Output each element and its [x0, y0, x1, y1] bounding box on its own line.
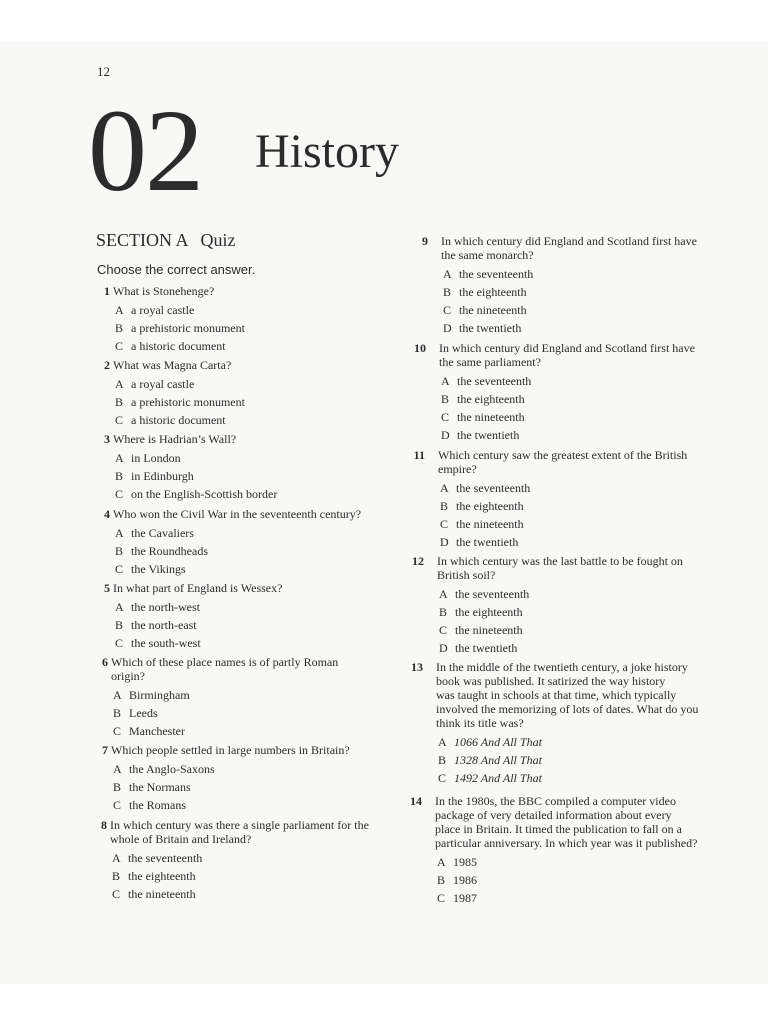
option-letter: A: [113, 688, 122, 702]
answer-option[interactable]: [115, 319, 245, 337]
question-number: 6: [102, 655, 108, 669]
answer-option[interactable]: [443, 301, 697, 319]
answer-option[interactable]: [441, 390, 695, 408]
option-text: the Cavaliers: [131, 526, 194, 540]
option-letter: C: [441, 410, 450, 424]
answer-option[interactable]: [115, 393, 245, 411]
option-text: 1987: [453, 891, 477, 905]
option-text: the Anglo-Saxons: [129, 762, 215, 776]
question-text: In the middle of the twentieth century, a joke history: [436, 660, 688, 674]
option-text: the eighteenth: [128, 869, 196, 883]
option-letter: A: [115, 600, 124, 614]
question-6: [102, 655, 339, 740]
answer-option[interactable]: [115, 616, 282, 634]
answer-option[interactable]: [440, 497, 687, 515]
answer-option[interactable]: [438, 733, 698, 751]
answer-option[interactable]: [439, 639, 683, 657]
option-letter: C: [115, 562, 124, 576]
chapter-number: 02: [88, 85, 202, 216]
option-text: a historic document: [131, 413, 226, 427]
question-text: Which of these place names is of partly Roman: [111, 655, 339, 669]
answer-option[interactable]: [439, 621, 683, 639]
question-number: 13: [411, 660, 423, 674]
option-text: the eighteenth: [456, 499, 524, 513]
option-letter: B: [440, 499, 449, 513]
option-letter: C: [438, 771, 447, 785]
question-text: In which century was there a single parliament for the: [110, 818, 369, 832]
answer-option[interactable]: [115, 449, 277, 467]
answer-option[interactable]: [115, 634, 282, 652]
option-letter: C: [112, 887, 121, 901]
question-text: place in Britain. It timed the publication to fall on a: [435, 822, 682, 836]
option-letter: B: [438, 753, 447, 767]
answer-option[interactable]: [113, 796, 350, 814]
option-letter: A: [441, 374, 450, 388]
option-letter: C: [113, 724, 122, 738]
question-text: the same parliament?: [439, 355, 541, 369]
answer-option[interactable]: [113, 704, 338, 722]
answer-option[interactable]: [115, 375, 245, 393]
option-text: the eighteenth: [457, 392, 525, 406]
question-10: [414, 341, 695, 444]
question-text: think its title was?: [436, 716, 524, 730]
answer-option[interactable]: [440, 479, 687, 497]
option-letter: C: [113, 798, 122, 812]
answer-option[interactable]: [438, 751, 698, 769]
question-text: origin?: [111, 669, 145, 683]
answer-option[interactable]: [115, 467, 277, 485]
option-text: the north-west: [131, 600, 200, 614]
answer-option[interactable]: [443, 319, 697, 337]
option-text: 1492 And All That: [454, 771, 542, 785]
option-text: 1066 And All That: [454, 735, 542, 749]
question-number: 11: [413, 448, 425, 462]
question-7: [102, 743, 350, 814]
question-12: [412, 554, 683, 657]
option-text: the seventeenth: [459, 267, 534, 281]
option-letter: B: [112, 869, 121, 883]
answer-option[interactable]: [112, 867, 369, 885]
question-text: In the 1980s, the BBC compiled a computer video: [435, 794, 676, 808]
option-text: the twentieth: [456, 535, 519, 549]
question-number: 10: [414, 341, 426, 355]
option-letter: A: [443, 267, 452, 281]
answer-option[interactable]: [115, 542, 361, 560]
option-text: 1985: [453, 855, 477, 869]
question-text: involved the memorizing of lots of dates. What do you: [436, 702, 699, 716]
question-4: [104, 507, 362, 578]
option-text: the nineteenth: [128, 887, 196, 901]
option-text: the twentieth: [455, 641, 518, 655]
option-letter: D: [440, 535, 449, 549]
answer-option[interactable]: [441, 426, 695, 444]
question-9: [422, 234, 697, 337]
option-letter: C: [115, 487, 124, 501]
option-letter: A: [439, 587, 448, 601]
option-text: a prehistoric monument: [131, 321, 245, 335]
option-text: in London: [131, 451, 181, 465]
option-letter: B: [115, 618, 124, 632]
option-letter: B: [441, 392, 450, 406]
section-name: Quiz: [200, 230, 236, 250]
option-letter: A: [115, 451, 124, 465]
option-text: the north-east: [131, 618, 197, 632]
answer-option[interactable]: [113, 760, 350, 778]
option-letter: C: [440, 517, 449, 531]
option-letter: A: [437, 855, 446, 869]
option-text: the twentieth: [459, 321, 522, 335]
question-number: 4: [104, 507, 110, 521]
option-text: the nineteenth: [456, 517, 524, 531]
option-text: the twentieth: [457, 428, 520, 442]
question-text: book was published. It satirized the way history: [436, 674, 666, 688]
answer-option[interactable]: [437, 871, 697, 889]
section-heading: [96, 230, 236, 251]
option-letter: B: [115, 321, 124, 335]
section-label: SECTION A: [96, 230, 189, 250]
answer-option[interactable]: [113, 686, 338, 704]
question-number: 1: [104, 284, 110, 298]
answer-option[interactable]: [112, 849, 369, 867]
option-text: a prehistoric monument: [131, 395, 245, 409]
option-text: the nineteenth: [455, 623, 523, 637]
question-14: [410, 794, 698, 907]
question-text: package of very detailed information about every: [435, 808, 672, 822]
option-text: in Edinburgh: [131, 469, 194, 483]
answer-option[interactable]: [439, 603, 683, 621]
answer-option[interactable]: [115, 560, 361, 578]
question-text: What is Stonehenge?: [113, 284, 215, 298]
option-letter: B: [115, 395, 124, 409]
option-letter: A: [113, 762, 122, 776]
chapter-title: History: [255, 125, 399, 178]
answer-option[interactable]: [113, 722, 338, 740]
option-text: Birmingham: [129, 688, 190, 702]
question-13: [411, 660, 699, 787]
option-text: the eighteenth: [455, 605, 523, 619]
option-text: on the English-Scottish border: [131, 487, 278, 501]
option-letter: A: [115, 303, 124, 317]
answer-option[interactable]: [115, 301, 245, 319]
option-text: Manchester: [129, 724, 185, 738]
question-number: 2: [104, 358, 110, 372]
option-text: the seventeenth: [455, 587, 530, 601]
page-number: 12: [97, 64, 110, 79]
question-text: British soil?: [437, 568, 496, 582]
question-3: [104, 432, 278, 503]
answer-option[interactable]: [437, 889, 697, 907]
question-number: 7: [102, 743, 108, 757]
instruction: Choose the correct answer.: [97, 262, 256, 277]
answer-option[interactable]: [438, 769, 698, 787]
answer-option[interactable]: [443, 283, 697, 301]
option-letter: B: [115, 544, 124, 558]
question-text: In which century was the last battle to be fought on: [437, 554, 683, 568]
option-letter: C: [115, 413, 124, 427]
option-text: Leeds: [129, 706, 158, 720]
question-number: 9: [422, 234, 428, 248]
answer-option[interactable]: [441, 372, 695, 390]
option-text: the eighteenth: [459, 285, 527, 299]
question-text: empire?: [438, 462, 477, 476]
answer-option[interactable]: [112, 885, 369, 903]
option-text: a royal castle: [131, 377, 195, 391]
option-text: the nineteenth: [459, 303, 527, 317]
option-letter: B: [113, 706, 122, 720]
question-number: 8: [101, 818, 107, 832]
question-11: [413, 448, 688, 551]
option-letter: C: [437, 891, 446, 905]
question-text: whole of Britain and Ireland?: [110, 832, 252, 846]
option-text: the Romans: [129, 798, 186, 812]
question-text: was taught in schools at that time, which typically: [436, 688, 677, 702]
option-letter: A: [112, 851, 121, 865]
option-text: the south-west: [131, 636, 201, 650]
answer-option[interactable]: [443, 265, 697, 283]
option-text: the nineteenth: [457, 410, 525, 424]
question-text: the same monarch?: [441, 248, 534, 262]
option-letter: C: [439, 623, 448, 637]
option-text: the seventeenth: [128, 851, 203, 865]
question-number: 3: [104, 432, 110, 446]
option-letter: A: [115, 526, 124, 540]
option-letter: C: [115, 636, 124, 650]
option-letter: D: [443, 321, 452, 335]
answer-option[interactable]: [115, 485, 277, 503]
option-letter: C: [443, 303, 452, 317]
option-letter: B: [113, 780, 122, 794]
question-1: [104, 284, 245, 355]
answer-option[interactable]: [437, 853, 697, 871]
question-text: Where is Hadrian’s Wall?: [113, 432, 237, 446]
answer-option[interactable]: [439, 585, 683, 603]
answer-option[interactable]: [115, 524, 361, 542]
question-2: [104, 358, 245, 429]
option-letter: B: [443, 285, 452, 299]
option-text: 1328 And All That: [454, 753, 542, 767]
option-letter: A: [115, 377, 124, 391]
option-letter: C: [115, 339, 124, 353]
option-letter: D: [441, 428, 450, 442]
option-text: a historic document: [131, 339, 226, 353]
option-letter: B: [439, 605, 448, 619]
option-text: a royal castle: [131, 303, 195, 317]
option-text: 1986: [453, 873, 477, 887]
option-text: the seventeenth: [456, 481, 531, 495]
question-number: 12: [412, 554, 424, 568]
option-text: the seventeenth: [457, 374, 532, 388]
option-text: the Normans: [129, 780, 191, 794]
question-number: 14: [410, 794, 422, 808]
option-letter: B: [115, 469, 124, 483]
answer-option[interactable]: [115, 337, 245, 355]
question-text: Who won the Civil War in the seventeenth century?: [113, 507, 362, 521]
answer-option[interactable]: [115, 411, 245, 429]
option-letter: A: [438, 735, 447, 749]
option-text: the Vikings: [131, 562, 186, 576]
answer-option[interactable]: [115, 598, 282, 616]
option-letter: D: [439, 641, 448, 655]
question-text: particular anniversary. In which year was it published?: [435, 836, 698, 850]
option-text: the Roundheads: [131, 544, 208, 558]
question-text: Which people settled in large numbers in Britain?: [111, 743, 350, 757]
question-text: In which century did England and Scotland first have: [439, 341, 695, 355]
question-text: Which century saw the greatest extent of the British: [438, 448, 688, 462]
question-text: In what part of England is Wessex?: [113, 581, 283, 595]
question-number: 5: [104, 581, 110, 595]
answer-option[interactable]: [440, 533, 687, 551]
question-text: In which century did England and Scotland first have: [441, 234, 697, 248]
answer-option[interactable]: [441, 408, 695, 426]
question-5: [104, 581, 283, 652]
option-letter: A: [440, 481, 449, 495]
question-text: What was Magna Carta?: [113, 358, 232, 372]
question-8: [101, 818, 369, 903]
answer-option[interactable]: [440, 515, 687, 533]
option-letter: B: [437, 873, 446, 887]
answer-option[interactable]: [113, 778, 350, 796]
